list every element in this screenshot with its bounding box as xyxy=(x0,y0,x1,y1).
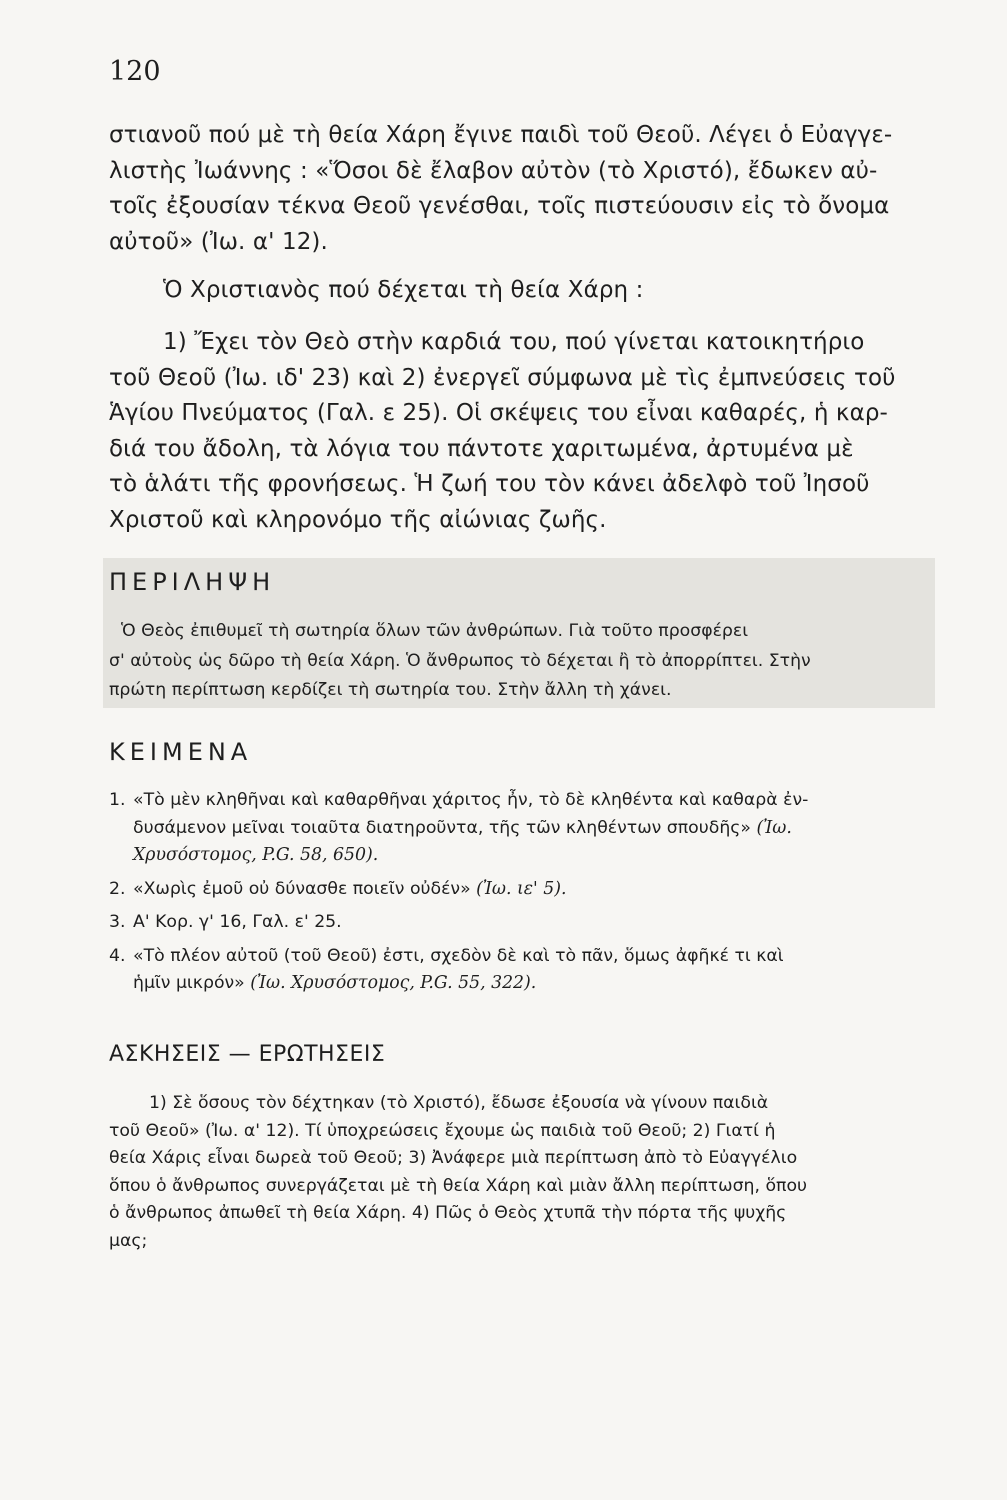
exercise-line: 1) Σὲ ὅσους τὸν δέχτηκαν (τὸ Χριστό), ἔδωσε ἐξουσία νὰ γίνουν παιδιὰ xyxy=(149,1093,769,1113)
list-item-text xyxy=(133,876,935,904)
text-line: λιστὴς Ἰωάννης : «Ὅσοι δὲ ἔλαβον αὐτὸν (τὸ Χριστό), ἔδωκεν αὐ- xyxy=(109,157,878,184)
exercise-line: ὅπου ὁ ἄνθρωπος συνεργάζεται μὲ τὴ θεία Χάρη καὶ μιὰν ἄλλη περίπτωση, ὅπου xyxy=(109,1175,808,1196)
summary-line: Ὁ Θεὸς ἐπιθυμεῖ τὴ σωτηρία ὅλων τῶν ἀνθρώπων. Γιὰ τοῦτο προσφέρει xyxy=(121,621,749,641)
quote-text: «Χωρὶς ἐμοῦ οὐ δύνασθε ποιεῖν οὐδέν» xyxy=(133,878,471,899)
summary-line: σ' αὐτοὺς ὡς δῶρο τὴ θεία Χάρη. Ὁ ἄνθρωπος τὸ δέχεται ἢ τὸ ἀπορρίπτει. Στὴν xyxy=(109,650,811,671)
text-line: 1) Ἔχει τὸν Θεὸ στὴν καρδιά του, πού γίνεται κατοικητήριο xyxy=(163,329,865,355)
text-line: Ἁγίου Πνεύματος (Γαλ. ε 25). Οἱ σκέψεις του εἶναι καθαρές, ἡ καρ- xyxy=(109,400,888,426)
list-item-text: Α' Κορ. γ' 16, Γαλ. ε' 25. xyxy=(133,912,342,932)
exercise-line: τοῦ Θεοῦ» (Ἰω. α' 12). Τί ὑποχρεώσεις ἔχουμε ὡς παιδιὰ τοῦ Θεοῦ; 2) Γιατί ἡ xyxy=(109,1120,776,1141)
text-line: αὐτοῦ» (Ἰω. α' 12). xyxy=(109,228,328,255)
list-item-number: 4. xyxy=(109,945,126,966)
exercise-line: ὁ ἄνθρωπος ἀπωθεῖ τὴ θεία Χάρη. 4) Πῶς ὁ Θεὸς χτυπᾶ τὴν πόρτα τῆς ψυχῆς xyxy=(109,1203,787,1223)
texts-heading: ΚΕΙΜΕΝΑ xyxy=(109,738,253,766)
text-line: διά του ἄδολη, τὰ λόγια του πάντοτε χαριτωμένα, ἀρτυμένα μὲ xyxy=(109,435,854,462)
exercises-paragraph xyxy=(109,1090,935,1255)
text-line: τὸ ἁλάτι τῆς φρονήσεως. Ἡ ζωή του τὸν κάνει ἀδελφὸ τοῦ Ἰησοῦ xyxy=(109,471,870,497)
citation: (Ἰω. xyxy=(756,817,792,838)
list-item-number: 2. xyxy=(109,878,126,899)
list-item xyxy=(109,943,935,998)
text-line: Χριστοῦ καὶ κληρονόμο τῆς αἰώνιας ζωῆς. xyxy=(109,506,607,533)
exercise-line: μας; xyxy=(109,1230,148,1251)
text-line: τοῦ Θεοῦ (Ἰω. ιδ' 23) καὶ 2) ἐνεργεῖ σύμφωνα μὲ τὶς ἐμπνεύσεις τοῦ xyxy=(109,364,896,391)
citation: (Ἰω. ιε' 5). xyxy=(476,878,567,899)
list-item-text xyxy=(133,787,935,870)
list-item xyxy=(109,787,935,870)
text-line: στιανοῦ πού μὲ τὴ θεία Χάρη ἔγινε παιδὶ τοῦ Θεοῦ. Λέγει ὁ Εὐαγγε- xyxy=(109,122,893,148)
summary-text xyxy=(109,617,934,706)
citation: (Ἰω. Χρυσόστομος, P.G. 55, 322). xyxy=(250,973,537,993)
christian-paragraph xyxy=(109,325,939,538)
exercises-heading: ΑΣΚΗΣΕΙΣ — ΕΡΩΤΗΣΕΙΣ xyxy=(109,1042,386,1067)
intro-paragraph xyxy=(109,118,939,260)
list-item xyxy=(109,876,935,904)
list-item xyxy=(109,909,935,937)
text-line: τοῖς ἐξουσίαν τέκνα Θεοῦ γενέσθαι, τοῖς πιστεύουσιν εἰς τὸ ὄνομα xyxy=(109,193,890,219)
list-item-number: 3. xyxy=(109,912,126,932)
summary-heading: ΠΕΡΙΛΗΨΗ xyxy=(109,568,276,596)
citation: Χρυσόστομος, P.G. 58, 650). xyxy=(133,845,379,865)
christian-heading-line: Ὁ Χριστιανὸς πού δέχεται τὴ θεία Χάρη : xyxy=(163,277,644,303)
exercise-line: θεία Χάρις εἶναι δωρεὰ τοῦ Θεοῦ; 3) Ἀνάφερε μιὰ περίπτωση ἀπὸ τὸ Εὐαγγέλιο xyxy=(109,1148,798,1168)
list-item-text xyxy=(133,943,935,998)
summary-line: πρώτη περίπτωση κερδίζει τὴ σωτηρία του. Στὴν ἄλλη τὴ χάνει. xyxy=(109,680,672,700)
quote-text: ἡμῖν μικρόν» xyxy=(133,973,245,993)
page-number: 120 xyxy=(109,56,161,87)
quote-text: δυσάμενον μεῖναι τοιαῦτα διατηροῦντα, τῆς τῶν κληθέντων σπουδῆς» xyxy=(133,817,751,838)
list-item-number: 1. xyxy=(109,790,126,810)
quote-text: «Τὸ πλέον αὐτοῦ (τοῦ Θεοῦ) ἐστι, σχεδὸν δὲ καὶ τὸ πᾶν, ὅμως ἀφῆκέ τι καὶ xyxy=(133,945,784,966)
quote-text: «Τὸ μὲν κληθῆναι καὶ καθαρθῆναι χάριτος ἦν, τὸ δὲ κληθέντα καὶ καθαρὰ ἐν- xyxy=(133,790,809,810)
texts-list xyxy=(109,787,935,1004)
